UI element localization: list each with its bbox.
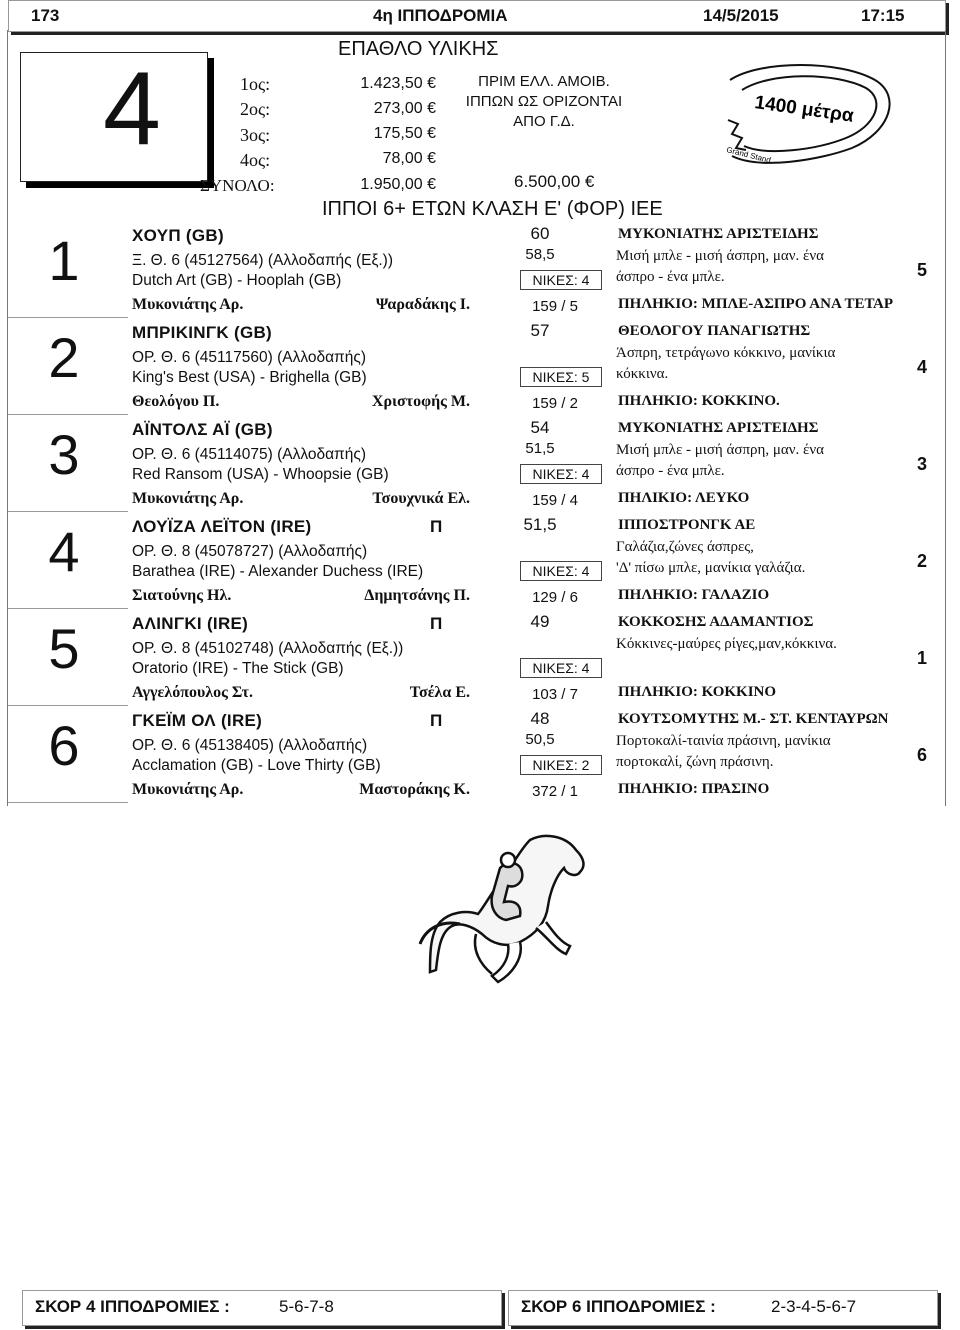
weight-secondary: 51,5 — [525, 440, 555, 457]
draw-number: 3 — [916, 454, 927, 474]
wins-badge: ΝΙΚΕΣ: 5 — [520, 367, 602, 387]
owner-name: ΙΠΠΟΣΤΡΟΝΓΚ ΑΕ — [618, 517, 756, 533]
rating: 159 / 5 — [532, 298, 578, 315]
row-separator — [8, 802, 128, 803]
prize-value-3: 175,50 € — [373, 125, 436, 142]
prize-title: ΕΠΑΘΛΟ ΥΛΙΚΗΣ — [338, 38, 499, 60]
colors-line-1: Μισή μπλε - μισή άσπρη, μαν. ένα — [616, 442, 824, 458]
owner-name: ΚΟΚΚΟΣΗΣ ΑΔΑΜΑΝΤΙΟΣ — [618, 614, 814, 630]
horse-pedigree: Barathea (IRE) - Alexander Duchess (IRE) — [132, 563, 424, 580]
horse-details: ΟΡ. Θ. 6 (45138405) (Αλλοδαπής) — [132, 737, 368, 754]
horse-flag: Π — [430, 711, 443, 730]
wins-badge: ΝΙΚΕΣ: 2 — [520, 755, 602, 775]
trainer-name: Θεολόγου Π. — [132, 393, 220, 410]
race-number: 4 — [103, 51, 161, 167]
horse-number: 6 — [48, 714, 80, 777]
owner-bonus: ΠΡΙΜ ΕΛΛ. ΑΜΟΙΒ. ΙΠΠΩΝ ΩΣ ΟΡΙΖΟΝΤΑΙ ΑΠΟ Γ.Δ. — [465, 73, 623, 130]
race-number-box — [20, 52, 208, 182]
race-title: 4η ΙΠΠΟΔΡΟΜΙΑ — [373, 6, 508, 25]
race-time: 17:15 — [861, 6, 905, 25]
owner-name: ΜΥΚΟΝΙΑΤΗΣ ΑΡΙΣΤΕΙΔΗΣ — [618, 226, 819, 242]
row-separator — [8, 317, 128, 318]
rating: 129 / 6 — [532, 589, 578, 606]
prize-label-2: 2ος: — [240, 99, 271, 119]
horse-pedigree: Oratorio (IRE) - The Stick (GB) — [132, 660, 344, 677]
prize-value-1: 1.423,50 € — [360, 75, 436, 92]
silks: ΠΗΛΗΚΙΟ: ΓΑΛΑΖΙΟ — [618, 587, 770, 603]
weight: 48 — [530, 709, 550, 728]
trainer-name: Σιατούνης Ηλ. — [132, 587, 232, 604]
horse-details: ΟΡ. Θ. 6 (45117560) (Αλλοδαπής) — [132, 349, 366, 366]
prize-value-4: 78,00 € — [382, 150, 436, 167]
horse-pedigree: Dutch Art (GB) - Hooplah (GB) — [132, 272, 342, 289]
grand-stand-label: Grand Stand — [725, 145, 772, 165]
draw-number: 2 — [916, 551, 927, 571]
weight: 60 — [530, 224, 550, 243]
wins-badge: ΝΙΚΕΣ: 4 — [520, 464, 602, 484]
wins-badge: ΝΙΚΕΣ: 4 — [520, 270, 602, 290]
horse-pedigree: Acclamation (GB) - Love Thirty (GB) — [132, 757, 381, 774]
jockey-name: Ψαραδάκης Ι. — [375, 296, 470, 313]
horse-details: ΟΡ. Θ. 8 (45078727) (Αλλοδαπής) — [132, 543, 368, 560]
footer-score6 — [508, 1290, 938, 1326]
wins-badge: ΝΙΚΕΣ: 4 — [520, 658, 602, 678]
track-map-icon — [670, 50, 920, 180]
rating: 103 / 7 — [532, 686, 578, 703]
horse-name: ΛΟΥΪΖΑ ΛΕΪΤΟΝ (IRE) — [132, 517, 312, 536]
colors-line-2: κόκκινα. — [616, 366, 669, 382]
weight-secondary: 58,5 — [525, 246, 555, 263]
owner-bonus-value: 6.500,00 € — [514, 172, 595, 191]
trainer-name: Αγγελόπουλος Στ. — [132, 684, 253, 701]
horse-and-jockey-icon — [380, 826, 620, 996]
draw-number: 4 — [916, 357, 927, 377]
horse-name: ΓΚΕΪΜ ΟΛ (IRE) — [132, 711, 263, 730]
jockey-name: Δημητσάνης Π. — [364, 587, 470, 604]
horse-flag: Π — [430, 614, 443, 633]
score4-value: 5-6-7-8 — [279, 1297, 334, 1316]
horse-pedigree: King's Best (USA) - Brighella (GB) — [132, 369, 367, 386]
horse-number: 5 — [48, 617, 80, 680]
row-separator — [8, 608, 128, 609]
jockey-name: Χριστοφής Μ. — [371, 393, 470, 410]
trainer-name: Μυκονιάτης Αρ. — [132, 490, 244, 507]
total-label: ΣΥΝΟΛΟ: — [200, 176, 275, 195]
jockey-name: Τσουχνικά Ελ. — [372, 490, 470, 507]
horse-number: 1 — [48, 229, 80, 292]
colors-line-2: άσπρο - ένα μπλε. — [616, 463, 725, 479]
horse-number: 2 — [48, 326, 80, 389]
silks: ΠΗΛΗΚΙΟ: ΚΟΚΚΙΝΟ — [618, 684, 777, 700]
rating: 159 / 2 — [532, 395, 578, 412]
weight-secondary: 50,5 — [525, 731, 555, 748]
colors-line-1: Γαλάζια,ζώνες άσπρες, — [616, 539, 754, 555]
jockey-name: Τσέλα Ε. — [409, 684, 470, 701]
draw-number: 5 — [916, 260, 927, 280]
draw-number: 1 — [916, 648, 927, 668]
colors-line-2: πορτοκαλί, ζώνη πράσινη. — [616, 754, 774, 770]
colors-line-1: Κόκκινες-μαύρες ρίγες,μαν,κόκκινα. — [616, 636, 837, 652]
silks: ΠΗΛΙΚΙΟ: ΛΕΥΚΟ — [618, 490, 750, 506]
score6-value: 2-3-4-5-6-7 — [771, 1297, 857, 1316]
weight: 51,5 — [523, 515, 557, 534]
owner-name: ΘΕΟΛΟΓΟΥ ΠΑΝΑΓΙΩΤΗΣ — [618, 323, 811, 339]
prize-label-1: 1ος: — [240, 74, 271, 94]
trainer-name: Μυκονιάτης Αρ. — [132, 296, 244, 313]
horse-name: ΜΠΡΙΚΙΝΓΚ (GB) — [132, 323, 273, 342]
rating: 372 / 1 — [532, 783, 578, 800]
colors-line-2: άσπρο - ένα μπλε. — [616, 269, 725, 285]
row-separator — [8, 414, 128, 415]
total-value: 1.950,00 € — [360, 176, 436, 193]
horse-name: ΑΛΙΝΓΚΙ (IRE) — [132, 614, 249, 633]
trainer-name: Μυκονιάτης Αρ. — [132, 781, 244, 798]
horse-details: Ξ. Θ. 6 (45127564) (Αλλοδαπής (Εξ.)) — [132, 252, 394, 269]
horse-name: ΑΪΝΤΟΛΣ ΑΪ (GB) — [132, 420, 273, 439]
header-bar — [8, 0, 946, 32]
row-separator — [8, 705, 128, 706]
horse-details: ΟΡ. Θ. 8 (45102748) (Αλλοδαπής (Εξ.)) — [132, 640, 404, 657]
colors-line-2: 'Δ' πίσω μπλε, μανίκια γαλάζια. — [616, 560, 806, 576]
prize-label-3: 3ος: — [240, 125, 271, 145]
weight: 57 — [530, 321, 550, 340]
race-date: 14/5/2015 — [703, 6, 779, 25]
silks: ΠΗΛΗΚΙΟ: ΜΠΛΕ-ΑΣΠΡΟ ΑΝΑ ΤΕΤΑΡ — [618, 296, 894, 312]
horse-pedigree: Red Ransom (USA) - Whoopsie (GB) — [132, 466, 389, 483]
owner-name: ΜΥΚΟΝΙΑΤΗΣ ΑΡΙΣΤΕΙΔΗΣ — [618, 420, 819, 436]
row-separator — [8, 511, 128, 512]
rating: 159 / 4 — [532, 492, 578, 509]
score6-label: ΣΚΟΡ 6 ΙΠΠΟΔΡΟΜΙΕΣ : — [521, 1297, 716, 1316]
wins-badge: ΝΙΚΕΣ: 4 — [520, 561, 602, 581]
colors-line-1: Πορτοκαλί-ταινία πράσινη, μανίκια — [616, 733, 831, 749]
prize-label-4: 4ος: — [240, 150, 271, 170]
silks: ΠΗΛΗΚΙΟ: ΠΡΑΣΙΝΟ — [618, 781, 770, 797]
prize-value-2: 273,00 € — [373, 100, 436, 117]
class-line: ΙΠΠΟΙ 6+ ΕΤΩΝ ΚΛΑΣΗ Ε' (ΦΟΡ) ΙΕΕ — [322, 198, 663, 220]
owner-name: ΚΟΥΤΣΟΜΥΤΗΣ Μ.- ΣΤ. ΚΕΝΤΑΥΡΩΝ — [618, 711, 889, 727]
distance-label: 1400 μέτρα — [753, 92, 855, 127]
left-rule — [7, 30, 8, 806]
weight: 54 — [530, 418, 550, 437]
horse-details: ΟΡ. Θ. 6 (45114075) (Αλλοδαπής) — [132, 446, 366, 463]
weight: 49 — [530, 612, 550, 631]
horse-number: 4 — [48, 520, 80, 583]
horse-flag: Π — [430, 517, 443, 536]
colors-line-1: Μισή μπλε - μισή άσπρη, μαν. ένα — [616, 248, 824, 264]
draw-number: 6 — [916, 745, 927, 765]
page-number: 173 — [31, 6, 60, 25]
right-rule — [945, 30, 946, 806]
horse-name: ΧΟΥΠ (GB) — [132, 226, 224, 245]
jockey-name: Μαστοράκης Κ. — [359, 781, 470, 798]
silks: ΠΗΛΗΚΙΟ: ΚΟΚΚΙΝΟ. — [618, 393, 780, 409]
footer-score4 — [22, 1290, 502, 1326]
colors-line-1: Άσπρη, τετράγωνο κόκκινο, μανίκια — [616, 345, 836, 361]
score4-label: ΣΚΟΡ 4 ΙΠΠΟΔΡΟΜΙΕΣ : — [35, 1297, 230, 1316]
horse-number: 3 — [48, 423, 80, 486]
